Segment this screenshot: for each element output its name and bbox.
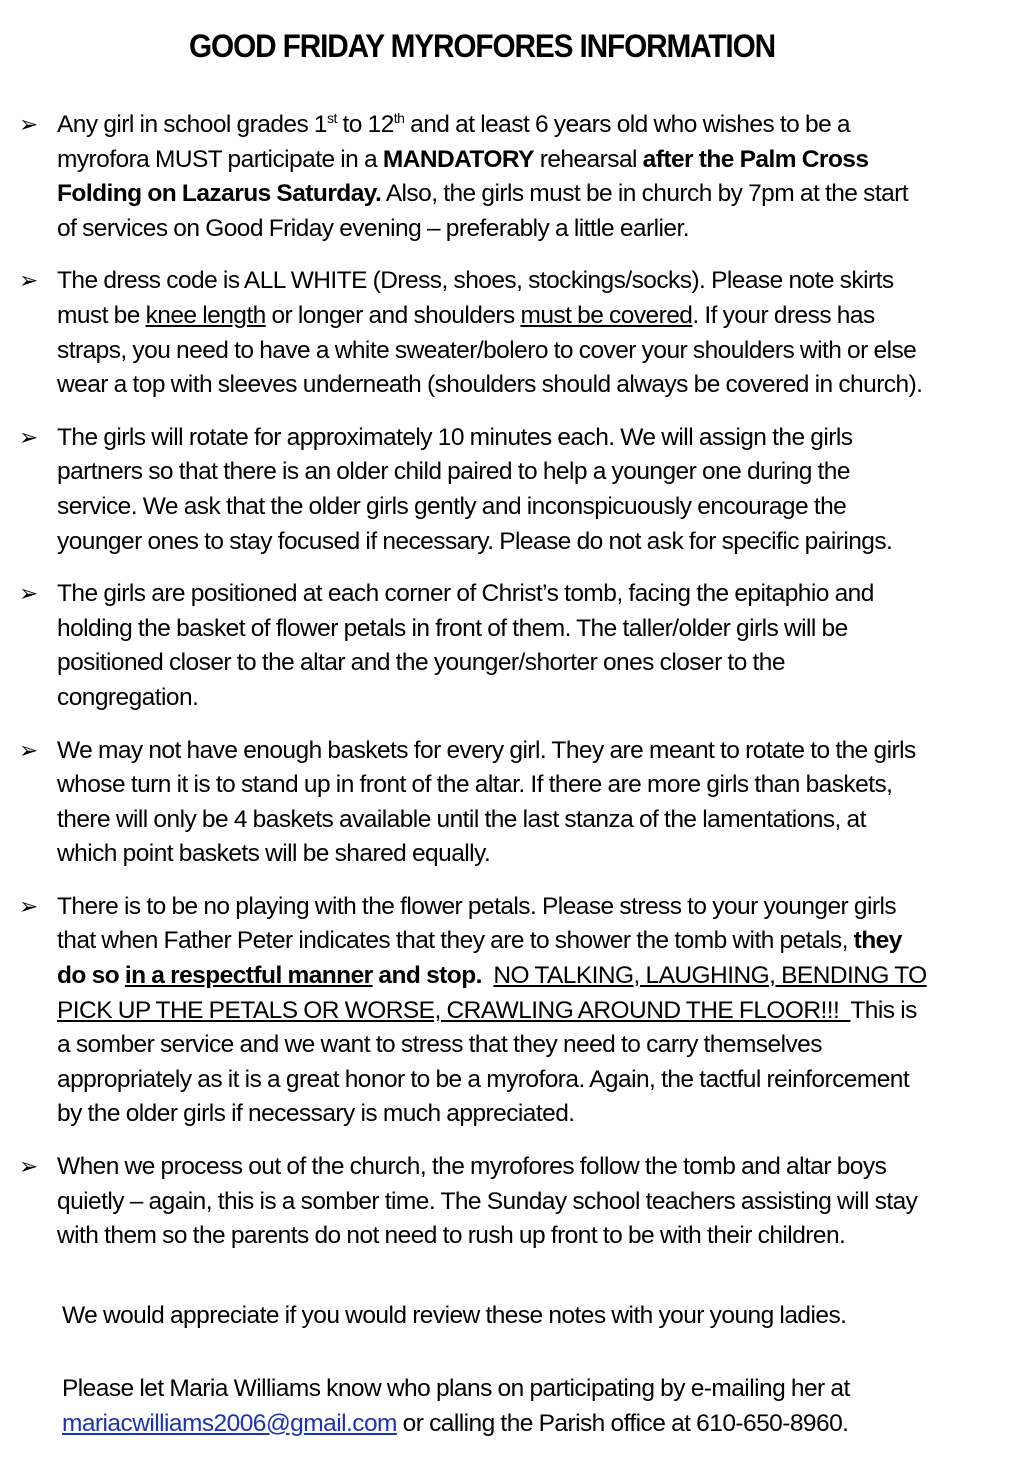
item-text [57, 108, 997, 246]
text-run: Also, the girls must be in church by 7pm at the start [381, 180, 909, 208]
text-line [57, 959, 997, 994]
list-item-rehearsal [0, 108, 997, 246]
text-line: partners so that there is an older child paired to help a younger one during the [57, 458, 850, 486]
text-line: of services on Good Friday evening – preferably a little earlier. [57, 214, 689, 242]
contact-note [62, 1372, 1002, 1441]
bold-text: Folding on Lazarus Saturday. [57, 180, 382, 208]
item-text [57, 1150, 997, 1254]
text-line: We would appreciate if you would review these notes with your young ladies. [62, 1302, 847, 1329]
bold-text: they [853, 927, 902, 955]
list-item-positioning [0, 577, 997, 715]
list-item-dress-code [0, 264, 997, 402]
text-line: The dress code is ALL WHITE (Dress, shoes, stockings/socks). Please note skirts [57, 267, 894, 295]
text-run: myrofora MUST participate in a [57, 145, 383, 173]
text-line: positioned closer to the altar and the younger/shorter ones closer to the [57, 649, 785, 677]
text-line: There is to be no playing with the flower petals. Please stress to your younger girls [57, 892, 897, 920]
text-line: We may not have enough baskets for every girl. They are meant to rotate to the girls [57, 736, 916, 764]
underlined-text: knee length [145, 301, 266, 329]
text-run: to 12 [336, 111, 394, 138]
list-item-petals [0, 890, 997, 1132]
underlined-text: must be covered [520, 301, 693, 329]
text-line [57, 143, 997, 178]
list-item-procession [0, 1150, 997, 1254]
arrow-bullet-icon: ➢ [19, 893, 38, 920]
text-line: a somber service and we want to stress that they need to carry themselves [57, 1031, 822, 1059]
item-text [57, 577, 997, 715]
arrow-bullet-icon: ➢ [19, 424, 38, 451]
text-line: congregation. [57, 683, 199, 711]
text-line [57, 924, 997, 959]
text-line: The girls will rotate for approximately 10 minutes each. We will assign the girls [57, 423, 853, 451]
bold-underlined-text: in a respectful manner [124, 962, 373, 990]
text-line: service. We ask that the older girls gently and inconspicuously encourage the [57, 492, 847, 520]
arrow-bullet-icon: ➢ [19, 737, 38, 764]
text-run: and at least 6 years old who wishes to be a [404, 111, 850, 138]
text-line: The girls are positioned at each corner of Christ’s tomb, facing the epitaphio and [57, 580, 874, 608]
text-run: or calling the Parish office at 610-650-8960. [396, 1409, 849, 1437]
text-line: quietly – again, this is a somber time. The Sunday school teachers assisting will stay [57, 1187, 918, 1215]
text-run: Any girl in school grades 1 [57, 111, 327, 138]
bold-text: after the Palm Cross [642, 145, 869, 173]
item-text [57, 890, 997, 1132]
text-line [62, 1407, 1002, 1442]
bold-text: do so [57, 962, 125, 990]
text-line [57, 177, 997, 212]
text-run: or longer and shoulders [265, 301, 521, 329]
text-line: with them so the parents do not need to rush up front to be with their children. [57, 1222, 846, 1250]
spacer [482, 962, 494, 989]
bold-text: MANDATORY [382, 145, 534, 173]
arrow-bullet-icon: ➢ [19, 1154, 38, 1181]
text-line: whose turn it is to stand up in front of the altar. If there are more girls than baskets, [57, 771, 893, 799]
arrow-bullet-icon: ➢ [19, 112, 38, 138]
text-line: by the older girls if necessary is much appreciated. [57, 1100, 575, 1128]
superscript: th [393, 110, 405, 126]
text-run: must be [57, 301, 146, 329]
text-line: younger ones to stay focused if necessary. Please do not ask for specific pairings. [57, 527, 893, 555]
list-item-rotation [0, 421, 997, 559]
review-note [62, 1299, 1002, 1334]
text-run: This is [850, 996, 917, 1024]
text-line: which point baskets will be shared equally. [57, 840, 491, 868]
text-line: straps, you need to have a white sweater/bolero to cover your shoulders with or else [57, 336, 917, 364]
text-line: appropriately as it is a great honor to be a myrofora. Again, the tactful reinforcement [57, 1065, 910, 1093]
page-title: GOOD FRIDAY MYROFORES INFORMATION [189, 28, 775, 64]
underlined-text: PICK UP THE PETALS OR WORSE, CRAWLING AROUND THE FLOOR!!! [57, 996, 851, 1024]
text-line: there will only be 4 baskets available until the last stanza of the lamentations, at [57, 805, 866, 833]
list-item-baskets [0, 734, 997, 872]
text-line: wear a top with sleeves underneath (shoulders should always be covered in church). [57, 371, 923, 399]
info-list [0, 108, 1024, 1272]
text-line [57, 994, 997, 1029]
arrow-bullet-icon: ➢ [19, 268, 38, 295]
bold-text: and stop. [372, 962, 482, 990]
text-line [57, 299, 997, 334]
text-line: holding the basket of flower petals in front of them. The taller/older girls will be [57, 614, 848, 642]
superscript: st [327, 110, 337, 126]
text-run: rehearsal [533, 145, 643, 173]
text-run: . If your dress has [692, 301, 875, 329]
item-text [57, 734, 997, 872]
email-link[interactable]: mariacwilliams2006@gmail.com [62, 1409, 397, 1437]
text-line: When we process out of the church, the myrofores follow the tomb and altar boys [57, 1153, 887, 1181]
item-text [57, 421, 997, 559]
text-line [57, 108, 997, 143]
item-text [57, 264, 997, 402]
text-line: Please let Maria Williams know who plans on participating by e-mailing her at [62, 1375, 850, 1402]
text-run: that when Father Peter indicates that they are to shower the tomb with petals, [57, 927, 854, 955]
arrow-bullet-icon: ➢ [19, 581, 38, 608]
underlined-text: NO TALKING, LAUGHING, BENDING TO [493, 962, 927, 990]
